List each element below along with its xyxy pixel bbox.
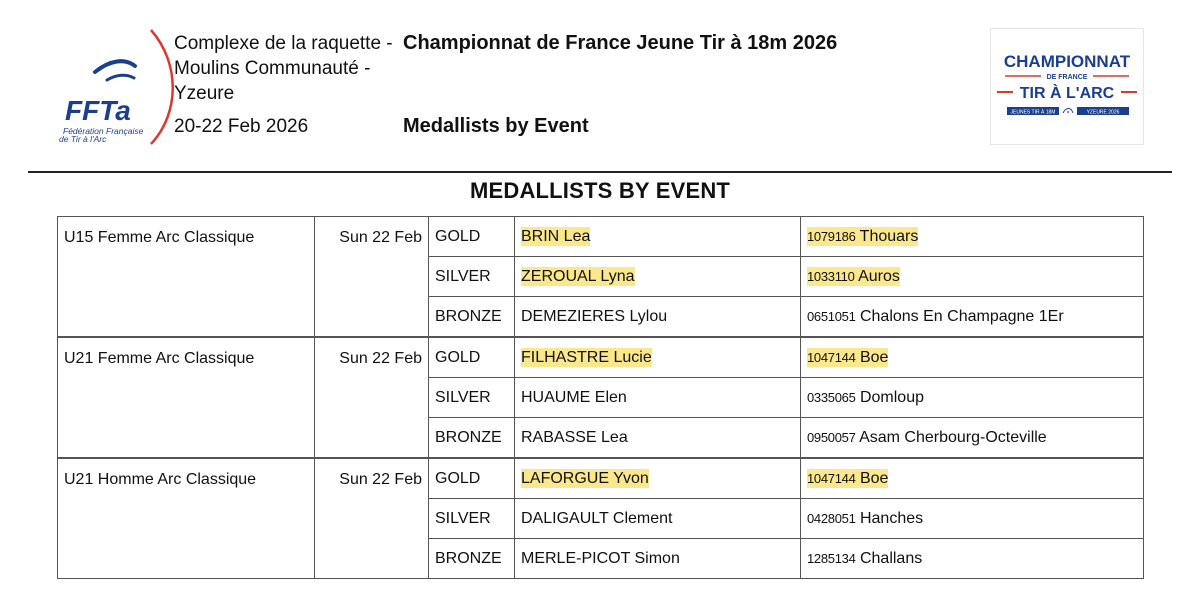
athlete-name: HUAUME Elen — [521, 388, 627, 406]
ffta-logo-text: FFTa — [65, 95, 131, 126]
section-title: MEDALLISTS BY EVENT — [469, 178, 731, 203]
medal-type: SILVER — [429, 257, 515, 297]
club-code: 1047144 — [807, 470, 856, 486]
club-code: 1047144 — [807, 349, 856, 365]
champ-logo-line-3: TIR À L'ARC — [1019, 85, 1115, 102]
club-wrap — [807, 510, 923, 527]
athlete-name: DALIGAULT Clement — [521, 509, 673, 527]
club-name: Chalons En Champagne 1Er — [859, 307, 1064, 325]
club-name: Thouars — [859, 227, 919, 245]
athlete-name: FILHASTRE Lucie — [521, 348, 652, 366]
medal-type: BRONZE — [429, 418, 515, 459]
club-code: 0428051 — [807, 510, 856, 526]
club-name: Domloup — [859, 388, 924, 406]
event-name: U21 Homme Arc Classique — [58, 458, 315, 579]
club-wrap — [807, 469, 888, 488]
event-name: U21 Femme Arc Classique — [58, 337, 315, 458]
athlete-name: RABASSE Lea — [521, 428, 628, 446]
club-name: Boe — [859, 469, 889, 487]
athlete-name: MERLE-PICOT Simon — [521, 549, 680, 567]
table-row — [58, 217, 1144, 257]
venue-name: Complexe de la raquette - Moulins Communauté - Yzeure — [174, 33, 393, 104]
athlete-name: DEMEZIERES Lylou — [521, 307, 668, 325]
club-cell — [801, 378, 1144, 418]
club-wrap — [807, 348, 888, 367]
club-code: 1033110 — [807, 268, 855, 284]
medal-type: SILVER — [429, 499, 515, 539]
ffta-logo — [55, 28, 175, 146]
medal-type: GOLD — [429, 217, 515, 257]
champ-logo-line-2: DE FRANCE — [1046, 74, 1088, 81]
championnat-logo — [990, 28, 1144, 145]
athlete-cell — [515, 499, 801, 539]
event-date: Sun 22 Feb — [315, 458, 429, 579]
report-name: Medallists by Event — [403, 115, 589, 137]
club-name: Challans — [859, 549, 923, 567]
athlete-name: BRIN Lea — [521, 227, 591, 245]
club-wrap — [807, 550, 922, 567]
club-cell — [801, 337, 1144, 378]
club-code: 0335065 — [807, 389, 856, 405]
club-wrap — [807, 389, 924, 406]
medal-type: SILVER — [429, 378, 515, 418]
club-code: 1079186 — [807, 228, 856, 244]
club-wrap — [807, 429, 1047, 446]
competition-title: Championnat de France Jeune Tir à 18m 2026 — [403, 32, 838, 54]
athlete-cell — [515, 418, 801, 459]
champ-logo-tag-left: JEUNES TIR À 18M — [1010, 109, 1056, 116]
champ-logo-tag-right: YZEURE 2026 — [1086, 109, 1120, 116]
club-wrap — [807, 267, 900, 286]
medallists-table — [57, 216, 1144, 579]
club-wrap — [807, 308, 1064, 325]
medal-type: BRONZE — [429, 539, 515, 579]
event-date: Sun 22 Feb — [315, 217, 429, 338]
event-name: U15 Femme Arc Classique — [58, 217, 315, 338]
ffta-logo-subtitle-2: de Tir à l'Arc — [59, 134, 107, 144]
athlete-cell — [515, 539, 801, 579]
club-code: 0651051 — [807, 308, 856, 324]
athlete-cell — [515, 378, 801, 418]
club-cell — [801, 297, 1144, 338]
event-date: Sun 22 Feb — [315, 337, 429, 458]
club-cell — [801, 458, 1144, 499]
club-cell — [801, 257, 1144, 297]
club-cell — [801, 217, 1144, 257]
ffta-logo-subtitle-1: Fédération Française — [63, 126, 144, 136]
club-cell — [801, 539, 1144, 579]
medal-type: BRONZE — [429, 297, 515, 338]
club-code: 1285134 — [807, 550, 856, 566]
club-name: Boe — [859, 348, 889, 366]
medal-type: GOLD — [429, 337, 515, 378]
athlete-cell — [515, 297, 801, 338]
club-cell — [801, 418, 1144, 459]
athlete-cell — [515, 217, 801, 257]
table-row — [58, 337, 1144, 378]
champ-logo-line-1: CHAMPIONNAT — [1003, 52, 1131, 71]
competition-dates: 20-22 Feb 2026 — [174, 116, 309, 137]
club-wrap — [807, 227, 918, 246]
club-name: Asam Cherbourg-Octeville — [859, 428, 1047, 446]
athlete-name: LAFORGUE Yvon — [521, 469, 649, 487]
header-divider — [28, 171, 1172, 173]
club-name: Hanches — [859, 509, 924, 527]
table-row — [58, 458, 1144, 499]
club-cell — [801, 499, 1144, 539]
athlete-cell — [515, 337, 801, 378]
athlete-cell — [515, 257, 801, 297]
athlete-cell — [515, 458, 801, 499]
athlete-name: ZEROUAL Lyna — [521, 267, 635, 285]
medal-type: GOLD — [429, 458, 515, 499]
club-name: Auros — [858, 267, 900, 285]
club-code: 0950057 — [807, 429, 856, 445]
